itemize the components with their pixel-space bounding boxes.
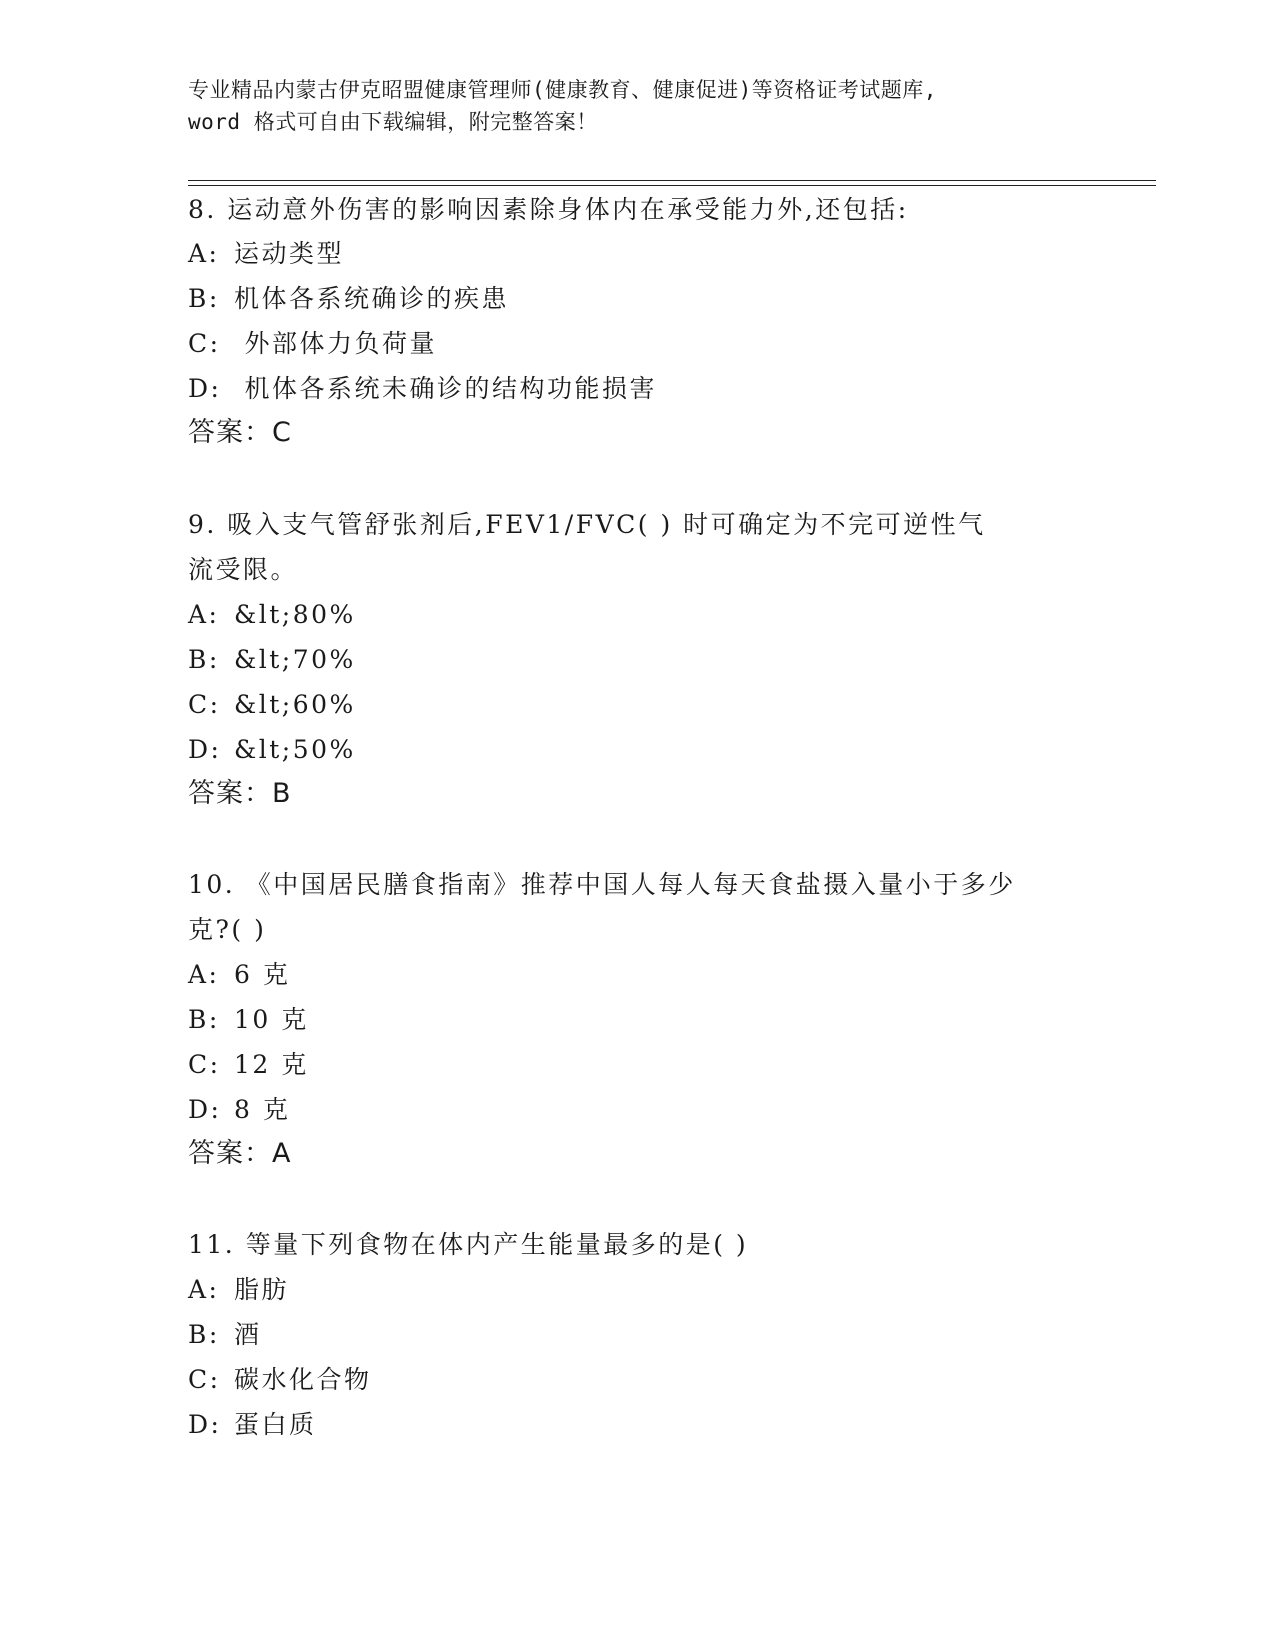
question-11-stem: 11. 等量下列食物在体内产生能量最多的是( ) (188, 1230, 749, 1259)
question-10-option-a (188, 959, 290, 991)
question-9-answer: 答案：B (188, 778, 292, 809)
question-11-option-d (188, 1409, 317, 1441)
option-label: B: (188, 1005, 220, 1034)
option-text: 碳水化合物 (234, 1365, 372, 1394)
question-11-option-c (188, 1364, 372, 1396)
question-9-option-c (188, 689, 356, 721)
question-9-option-b (188, 644, 356, 676)
option-text: 脂肪 (234, 1275, 290, 1304)
option-label: C: (188, 1050, 221, 1079)
question-10-option-d (188, 1094, 290, 1126)
option-text: 6 克 (234, 960, 291, 989)
option-label: B: (188, 645, 220, 674)
option-text: 机体各系统未确诊的结构功能损害 (234, 374, 657, 403)
question-9-option-a (188, 599, 356, 631)
option-text: 外部体力负荷量 (234, 329, 437, 358)
question-11-option-b (188, 1319, 262, 1351)
option-text: &lt;50% (234, 735, 356, 764)
option-label: A: (188, 600, 220, 629)
option-text: 运动类型 (234, 239, 345, 268)
option-text: 12 克 (234, 1050, 309, 1079)
question-9-stem-line-2: 流受限。 (188, 555, 299, 584)
option-label: D: (188, 735, 222, 764)
question-10-stem-line-1: 10. 《中国居民膳食指南》推荐中国人每人每天食盐摄入量小于多少 (188, 870, 1016, 899)
question-10-option-b (188, 1004, 309, 1036)
question-8-option-c (188, 328, 437, 360)
question-11-option-a (188, 1274, 289, 1306)
option-label: A: (188, 960, 220, 989)
question-8-stem: 8. 运动意外伤害的影响因素除身体内在承受能力外,还包括: (188, 195, 909, 224)
question-9-stem-line-1: 9. 吸入支气管舒张剂后,FEV1/FVC( ) 时可确定为不完可逆性气 (188, 510, 986, 539)
option-text: 蛋白质 (234, 1410, 317, 1439)
document-header (188, 74, 1088, 138)
option-text: 10 克 (234, 1005, 309, 1034)
question-8-option-b (188, 283, 509, 315)
option-text: &lt;80% (234, 600, 356, 629)
option-label: C: (188, 1365, 221, 1394)
option-text: 8 克 (234, 1095, 291, 1124)
question-10-stem-line-2: 克?( ) (188, 915, 267, 944)
option-label: C: (188, 329, 221, 358)
option-text: &lt;70% (234, 645, 356, 674)
question-8-option-d (188, 373, 657, 405)
option-label: B: (188, 284, 220, 313)
option-label: B: (188, 1320, 220, 1349)
question-8-option-a (188, 238, 344, 270)
option-label: A: (188, 239, 220, 268)
option-label: D: (188, 1410, 222, 1439)
header-divider-bottom (188, 185, 1156, 186)
header-line-2: word 格式可自由下载编辑，附完整答案！ (188, 110, 598, 134)
option-label: C: (188, 690, 221, 719)
question-8-answer: 答案：C (188, 417, 292, 448)
question-9-option-d (188, 734, 356, 766)
option-text: 机体各系统确诊的疾患 (234, 284, 510, 313)
option-text: 酒 (234, 1320, 262, 1349)
option-label: D: (188, 374, 222, 403)
option-text: &lt;60% (234, 690, 356, 719)
question-10-option-c (188, 1049, 309, 1081)
option-label: D: (188, 1095, 222, 1124)
option-label: A: (188, 1275, 220, 1304)
header-divider-top (188, 180, 1156, 181)
header-line-1: 专业精品内蒙古伊克昭盟健康管理师(健康教育、健康促进)等资格证考试题库, (188, 78, 937, 102)
question-10-answer: 答案：A (188, 1138, 292, 1169)
